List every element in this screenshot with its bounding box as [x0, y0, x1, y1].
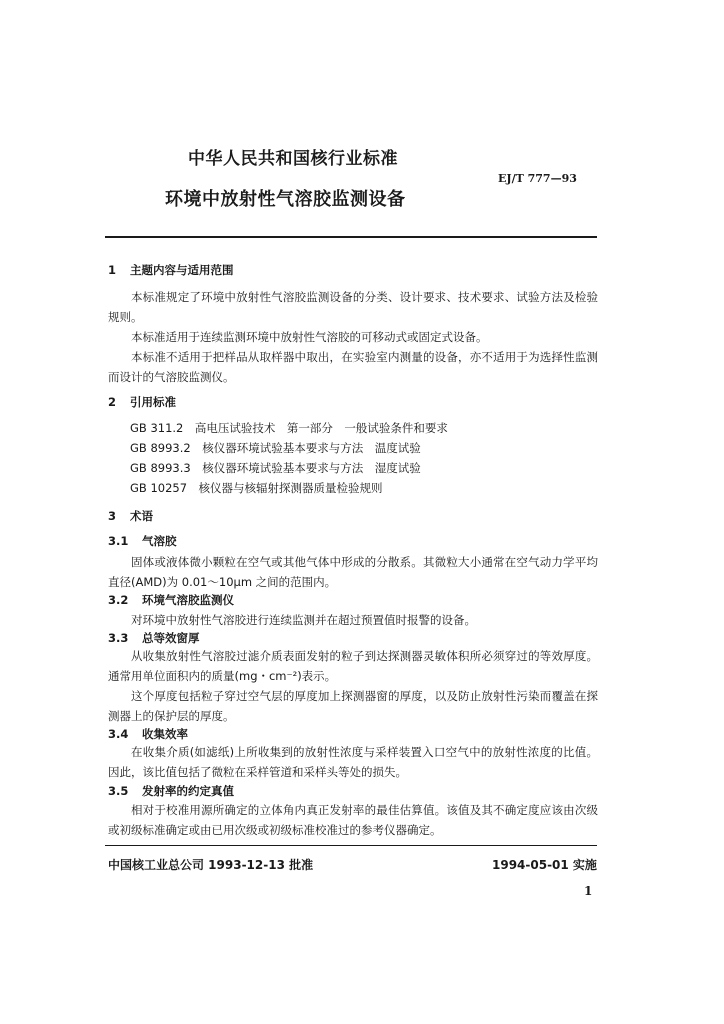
paragraph: 本标准适用于连续监测环境中放射性气溶胶的可移动式或固定式设备。	[131, 330, 488, 344]
section-number: 2	[108, 395, 117, 409]
term-title: 发射率的约定真值	[142, 784, 234, 798]
standard-code: EJ/T 777—93	[498, 172, 577, 185]
term-heading	[108, 533, 177, 549]
paragraph: 本标准不适用于把样品从取样器中取出，在实验室内测量的设备，亦不适用于为选择性监测而设计的气溶胶监测仪。	[108, 350, 598, 384]
org-title: 中华人民共和国核行业标准	[188, 149, 398, 169]
reference-item: GB 311.2 高电压试验技术 第一部分 一般试验条件和要求	[130, 421, 448, 435]
reference-item: GB 8993.3 核仪器环境试验基本要求与方法 湿度试验	[130, 461, 421, 475]
paragraph: 相对于校准用源所确定的立体角内真正发射率的最佳估算值。该值及其不确定度应该由次级或初级标准确定或由已用次级或初级标准校准过的参考仪器确定。	[108, 803, 598, 837]
section-number: 3	[108, 509, 117, 523]
document-title: 环境中放射性气溶胶监测设备	[165, 189, 406, 210]
paragraph: 这个厚度包括粒子穿过空气层的厚度加上探测器窗的厚度，以及防止放射性污染而覆盖在探测器上的保护层的厚度。	[108, 689, 598, 723]
term-number: 3.2	[108, 593, 129, 607]
term-heading	[108, 592, 234, 608]
section-3-heading	[108, 508, 153, 524]
term-title: 收集效率	[142, 727, 188, 741]
section-title: 引用标准	[130, 395, 176, 409]
section-2-heading	[108, 394, 176, 410]
term-title: 气溶胶	[142, 534, 177, 548]
paragraph: 在收集介质(如滤纸)上所收集到的放射性浓度与采样装置入口空气中的放射性浓度的比值。因此，该比值包括了微粒在采样管道和采样头等处的损失。	[108, 745, 598, 779]
reference-item: GB 10257 核仪器与核辐射探测器质量检验规则	[130, 481, 383, 495]
paragraph: 固体或液体微小颗粒在空气或其他气体中形成的分散系。其微粒大小通常在空气动力学平均直径(AMD)为 0.01～10μm 之间的范围内。	[108, 555, 598, 589]
reference-item: GB 8993.2 核仪器环境试验基本要求与方法 温度试验	[130, 441, 421, 455]
section-1-heading	[108, 262, 234, 278]
term-title: 环境气溶胶监测仪	[142, 593, 234, 607]
section-number: 1	[108, 263, 117, 277]
approval-line: 中国核工业总公司 1993-12-13 批准	[108, 858, 314, 872]
term-heading	[108, 630, 200, 646]
paragraph: 本标准规定了环境中放射性气溶胶监测设备的分类、设计要求、技术要求、试验方法及检验规则。	[108, 290, 598, 324]
term-heading	[108, 783, 234, 799]
term-number: 3.3	[108, 631, 129, 645]
footer-rule	[105, 845, 597, 846]
section-title: 术语	[130, 509, 153, 523]
term-heading	[108, 726, 188, 742]
implementation-date: 1994-05-01 实施	[492, 858, 597, 872]
term-number: 3.4	[108, 727, 129, 741]
term-number: 3.5	[108, 784, 129, 798]
term-title: 总等效窗厚	[142, 631, 200, 645]
header-rule	[105, 236, 597, 238]
paragraph: 对环境中放射性气溶胶进行连续监测并在超过预置值时报警的设备。	[131, 613, 476, 627]
page-number: 1	[584, 884, 593, 898]
paragraph: 从收集放射性气溶胶过滤介质表面发射的粒子到达探测器灵敏体积所必须穿过的等效厚度。通常用单位面积内的质量(mg・cm⁻²)表示。	[108, 649, 598, 683]
term-number: 3.1	[108, 534, 129, 548]
section-title: 主题内容与适用范围	[130, 263, 234, 277]
